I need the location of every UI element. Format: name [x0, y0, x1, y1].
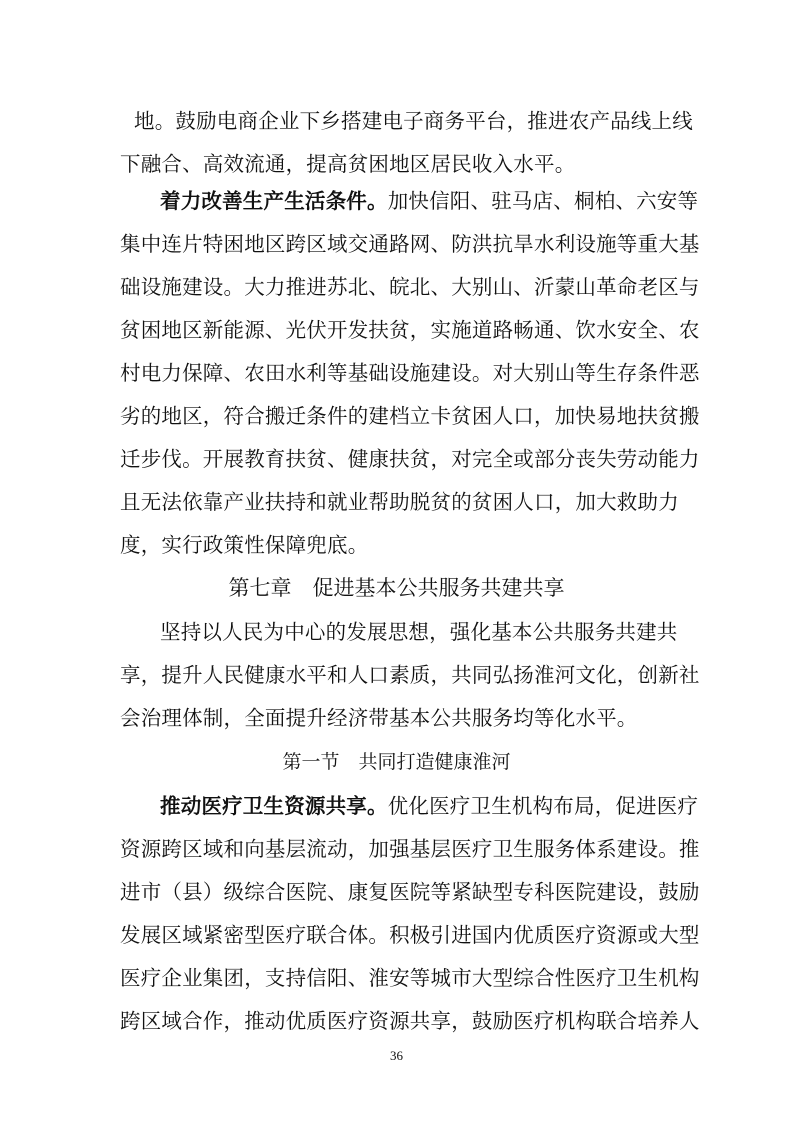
chapter-title: 第七章 促进基本公共服务共建共享	[228, 576, 565, 600]
body-text-line	[160, 791, 699, 821]
body-text-line: 础设施建设。大力推进苏北、皖北、大别山、沂蒙山革命老区与	[120, 275, 700, 299]
body-text-line: 享，提升人民健康水平和人口素质，共同弘扬淮河文化，创新社	[120, 663, 700, 687]
body-text-line: 集中连片特困地区跨区域交通路网、防洪抗旱水利设施等重大基	[120, 232, 700, 256]
body-text-line: 资源跨区域和向基层流动，加强基层医疗卫生服务体系建设。推	[120, 837, 700, 861]
paragraph-lead-bold: 着力改善生产生活条件。	[160, 189, 388, 213]
body-text-line: 会治理体制，全面提升经济带基本公共服务均等化水平。	[120, 706, 638, 730]
body-text-line: 地。鼓励电商企业下乡搭建电子商务平台，推进农产品线上线	[134, 109, 693, 133]
paragraph-lead-rest: 加快信阳、驻马店、桐柏、六安等	[387, 189, 699, 213]
body-text-line: 下融合、高效流通，提高贫困地区居民收入水平。	[120, 152, 576, 176]
body-text-line: 贫困地区新能源、光伏开发扶贫，实施道路畅通、饮水安全、农	[120, 318, 700, 342]
page-number: 36	[390, 1048, 403, 1063]
body-text-line: 且无法依靠产业扶持和就业帮助脱贫的贫困人口，加大救助力	[120, 490, 679, 514]
body-text-line: 劣的地区，符合搬迁条件的建档立卡贫困人口，加快易地扶贫搬	[120, 404, 700, 428]
body-text-line: 村电力保障、农田水利等基础设施建设。对大别山等生存条件恶	[120, 361, 700, 385]
body-text-line: 发展区域紧密型医疗联合体。积极引进国内优质医疗资源或大型	[120, 923, 700, 947]
body-text-line: 迁步伐。开展教育扶贫、健康扶贫，对完全或部分丧失劳动能力	[120, 447, 700, 471]
body-text-line: 坚持以人民为中心的发展思想，强化基本公共服务共建共	[160, 620, 678, 644]
body-text-line: 进市（县）级综合医院、康复医院等紧缺型专科医院建设，鼓励	[120, 880, 700, 904]
section-title: 第一节 共同打造健康淮河	[282, 751, 511, 773]
body-text-line: 医疗企业集团，支持信阳、淮安等城市大型综合性医疗卫生机构	[120, 966, 700, 990]
body-text-line: 跨区域合作，推动优质医疗资源共享，鼓励医疗机构联合培养人	[120, 1009, 700, 1033]
body-text-line: 度，实行政策性保障兜底。	[120, 533, 369, 557]
body-text-line	[160, 186, 699, 216]
paragraph-lead-rest: 优化医疗卫生机构布局，促进医疗	[387, 794, 699, 818]
paragraph-lead-bold: 推动医疗卫生资源共享。	[160, 794, 388, 818]
